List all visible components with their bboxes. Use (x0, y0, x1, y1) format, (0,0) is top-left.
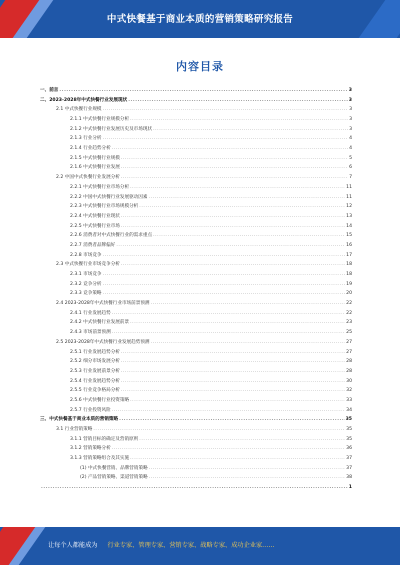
toc-entry-text: 2.5 2023-2028年中式快餐行业发展趋势预测 (56, 339, 150, 345)
toc-entry[interactable] (40, 289, 352, 299)
toc-entry[interactable] (40, 241, 352, 251)
toc-leader-dots (130, 396, 345, 406)
toc-entry-text: 2.2.2 中国中式快餐行业发展驱动因素 (70, 194, 148, 200)
slogan-lead: 让每个人都能成为 (48, 542, 98, 549)
toc-page-number: 35 (346, 436, 352, 442)
toc-entry-text: 2.5.2 细分市场发展分析 (70, 359, 120, 365)
toc-leader-dots (121, 173, 348, 183)
toc-page-number: 3 (348, 87, 352, 93)
toc-entry[interactable] (40, 299, 352, 309)
toc-entry-text: 2.4 2023-2028年中式快餐行业市场前景预测 (56, 301, 150, 307)
toc-entry[interactable] (40, 454, 352, 464)
toc-leader-dots (153, 231, 345, 241)
toc-entry[interactable] (40, 348, 352, 358)
toc-entry-text: 2.2.5 中式快餐行业市场 (70, 223, 120, 229)
toc-entry-text: 2.4.3 市场前景预测 (70, 330, 111, 336)
toc-entry-text: 2.2.6 消费者对中式快餐行业的需求重点 (70, 233, 153, 239)
toc-entry[interactable] (40, 125, 352, 135)
toc-entry-text: 2.5.6 中式快餐行业投资策略 (70, 397, 130, 403)
toc-leader-dots (121, 386, 345, 396)
toc-entry[interactable] (40, 435, 352, 445)
toc-page-number: 4 (349, 146, 352, 152)
toc-leader-dots (130, 454, 345, 464)
report-footer (0, 527, 400, 565)
toc-leader-dots (112, 328, 345, 338)
toc-page-number: 28 (346, 359, 352, 365)
toc-page-number: 18 (346, 262, 352, 268)
toc-page-number: 37 (346, 456, 352, 462)
toc-entry[interactable] (40, 260, 352, 270)
toc-page-number: 30 (346, 378, 352, 384)
toc-leader-dots (149, 464, 345, 474)
toc-leader-dots (121, 154, 348, 164)
toc-entry[interactable] (40, 386, 352, 396)
toc-entry-text: (1) 中式快餐营销、品牌营销策略 (80, 465, 148, 471)
report-title: 中式快餐基于商业本质的营销策略研究报告 (106, 14, 294, 25)
toc-entry[interactable] (40, 444, 352, 454)
toc-page-number: 19 (346, 281, 352, 287)
toc-entry[interactable] (40, 183, 352, 193)
toc-page-number: 7 (349, 175, 352, 181)
toc-page-number: 3 (349, 107, 352, 113)
toc-leader-dots (121, 163, 348, 173)
toc-entry[interactable] (40, 425, 352, 435)
toc-page-number: 35 (345, 417, 352, 423)
toc-entry[interactable] (40, 357, 352, 367)
toc-leader-dots (121, 348, 345, 358)
toc-entry-text: 2.4.2 中式快餐行业发展前景 (70, 320, 130, 326)
toc-entry[interactable] (40, 173, 352, 183)
toc-entry-text: 2.1.2 中式快餐行业发展历史及市场现状 (70, 126, 153, 132)
toc-entry[interactable] (40, 193, 352, 203)
toc-leader-dots (112, 144, 348, 154)
table-of-contents (40, 86, 352, 522)
toc-entry-text: 2.1.4 行业趋势分析 (70, 146, 111, 152)
toc-entry-text: 2.1.1 中式快餐行业规模分析 (70, 117, 130, 123)
toc-entry-text: (2) 产品营销策略、渠道营销策略 (80, 475, 148, 481)
toc-entry-text: 2.5.7 行业投资风险 (70, 407, 111, 413)
footer-slogan (48, 540, 275, 549)
toc-entry-text: 2.1.3 行业分析 (70, 136, 102, 142)
toc-entry[interactable] (40, 309, 352, 319)
toc-page-number: 18 (346, 272, 352, 278)
toc-page-number: 16 (346, 242, 352, 248)
toc-entry-text: 2.1.6 中式快餐行业发展 (70, 165, 120, 171)
toc-entry-text: 3.1.2 营销策略分析 (70, 446, 111, 452)
toc-page-number: 11 (346, 184, 352, 190)
toc-page-number: 5 (349, 155, 352, 161)
toc-entry-text: 2.5.1 行业发展趋势分析 (70, 349, 120, 355)
toc-entry[interactable] (40, 280, 352, 290)
toc-entry-text: 2.5.5 行业竞争格局分析 (70, 388, 120, 394)
toc-entry-text: 2.1 中式快餐行业规模 (56, 107, 102, 113)
toc-leader-dots (153, 125, 348, 135)
toc-leader-dots (130, 318, 345, 328)
toc-entry-text: 3.1.1 营销目标的确定及营销原则 (70, 436, 139, 442)
toc-page-number: 37 (346, 465, 352, 471)
toc-entry[interactable] (40, 328, 352, 338)
toc-page-number: 13 (346, 213, 352, 219)
toc-entry[interactable] (40, 406, 352, 416)
toc-entry-text: 2.2 中国中式快餐行业发展分析 (56, 175, 120, 181)
toc-page-number: 27 (346, 349, 352, 355)
toc-entry[interactable] (40, 483, 352, 493)
toc-entry[interactable] (40, 338, 352, 348)
toc-entry[interactable] (40, 231, 352, 241)
toc-entry[interactable] (40, 212, 352, 222)
toc-entry[interactable] (40, 251, 352, 261)
toc-page-number: 6 (349, 165, 352, 171)
toc-leader-dots (121, 212, 345, 222)
toc-page-number: 3 (349, 126, 352, 132)
toc-page-number: 33 (346, 397, 352, 403)
toc-leader-dots (130, 183, 345, 193)
toc-entry[interactable] (40, 474, 352, 484)
toc-entry[interactable] (40, 86, 352, 96)
report-header (0, 0, 400, 38)
toc-leader-dots (103, 134, 349, 144)
toc-title: 内容目录 (176, 60, 224, 73)
toc-leader-dots (121, 357, 345, 367)
toc-page-number: 12 (346, 204, 352, 210)
toc-page-number: 28 (346, 368, 352, 374)
toc-page-number: 4 (349, 136, 352, 142)
toc-leader-dots (59, 86, 347, 96)
toc-leader-dots (121, 222, 345, 232)
toc-leader-dots (116, 241, 345, 251)
toc-entry[interactable] (40, 202, 352, 212)
toc-leader-dots (103, 251, 346, 261)
toc-leader-dots (112, 309, 345, 319)
toc-entry[interactable] (40, 164, 352, 174)
toc-leader-dots (130, 115, 348, 125)
toc-entry-text: 2.2.8 市场竞争 (70, 252, 102, 258)
toc-entry[interactable] (40, 319, 352, 329)
toc-leader-dots (103, 105, 349, 115)
toc-entry-text: 2.1.5 中式快餐行业规模 (70, 155, 120, 161)
toc-page-number: 22 (346, 301, 352, 307)
toc-entry[interactable] (40, 134, 352, 144)
toc-entry-text: 二、2023-2028年中式快餐行业发展现状 (40, 97, 128, 103)
toc-leader-dots (103, 270, 346, 280)
toc-entry-text: 2.3.3 竞争策略 (70, 291, 102, 297)
toc-leader-dots (93, 425, 345, 435)
toc-page-number: 1 (348, 485, 352, 491)
toc-entry[interactable] (40, 415, 352, 425)
toc-leader-dots (103, 289, 346, 299)
toc-leader-dots (112, 406, 345, 416)
toc-page-number: 14 (346, 223, 352, 229)
toc-entry[interactable] (40, 377, 352, 387)
toc-leader-dots (121, 367, 345, 377)
toc-page-number: 34 (346, 407, 352, 413)
toc-leader-dots (139, 202, 345, 212)
toc-page-number: 22 (346, 310, 352, 316)
toc-leader-dots (151, 338, 346, 348)
toc-page-number: 36 (346, 446, 352, 452)
toc-entry-text: 2.2.1 中式快餐行业市场分析 (70, 184, 130, 190)
toc-entry[interactable] (40, 154, 352, 164)
toc-page-number: 35 (346, 427, 352, 433)
toc-entry-text: 2.2.4 中式快餐行业现状 (70, 213, 120, 219)
toc-entry-text: 一、前言 (40, 87, 59, 93)
toc-leader-dots (128, 96, 348, 106)
toc-entry[interactable] (40, 222, 352, 232)
toc-entry-text: 2.4.1 行业发展趋势 (70, 310, 111, 316)
toc-page-number: 38 (346, 475, 352, 481)
toc-leader-dots (121, 377, 345, 387)
toc-leader-dots (103, 280, 346, 290)
toc-leader-dots (148, 193, 345, 203)
toc-leader-dots (119, 415, 344, 425)
toc-leader-dots (112, 444, 345, 454)
toc-leader-dots (121, 260, 345, 270)
toc-entry-text: 2.5.3 行业发展前景分析 (70, 368, 120, 374)
toc-entry[interactable] (40, 367, 352, 377)
toc-page-number: 11 (346, 194, 352, 200)
toc-entry-text: 三、中式快餐基于商业本质的营销策略 (40, 417, 119, 423)
toc-page-number: 3 (348, 97, 352, 103)
toc-entry-text: 2.5.4 行业发展趋势分析 (70, 378, 120, 384)
toc-entry-text: 3.1.3 营销策略组合及其实施 (70, 456, 130, 462)
toc-page-number: 15 (346, 233, 352, 239)
toc-entry[interactable] (40, 270, 352, 280)
toc-leader-dots (151, 299, 346, 309)
toc-leader-dots (149, 473, 345, 483)
toc-page-number: 17 (346, 252, 352, 258)
toc-leader-dots (139, 435, 345, 445)
toc-page-number: 27 (346, 339, 352, 345)
toc-page-number: 23 (346, 320, 352, 326)
toc-entry-text: 2.2.3 中式快餐行业市场规模分析 (70, 204, 139, 210)
toc-entry[interactable] (40, 144, 352, 154)
toc-entry-text: 2.3.2 竞争分析 (70, 281, 102, 287)
toc-entry[interactable] (40, 105, 352, 115)
toc-entry[interactable] (40, 396, 352, 406)
toc-page-number: 25 (346, 330, 352, 336)
toc-leader-dots (41, 483, 348, 493)
toc-entry-text: 2.3.1 市场竞争 (70, 272, 102, 278)
toc-entry-text: 2.3 中式快餐行业市场竞争分析 (56, 262, 120, 268)
toc-entry[interactable] (40, 96, 352, 106)
toc-page-number: 20 (346, 291, 352, 297)
toc-entry-text: 3.1 行业营销策略 (56, 427, 93, 433)
toc-page-number: 3 (349, 117, 352, 123)
toc-entry[interactable] (40, 115, 352, 125)
toc-entry-text: 2.2.7 消费者品牌偏好 (70, 242, 116, 248)
toc-page-number: 32 (346, 388, 352, 394)
toc-entry[interactable] (40, 464, 352, 474)
slogan-roles: 行业专家、管理专家、营销专家、战略专家、成功企业家…… (107, 542, 275, 549)
